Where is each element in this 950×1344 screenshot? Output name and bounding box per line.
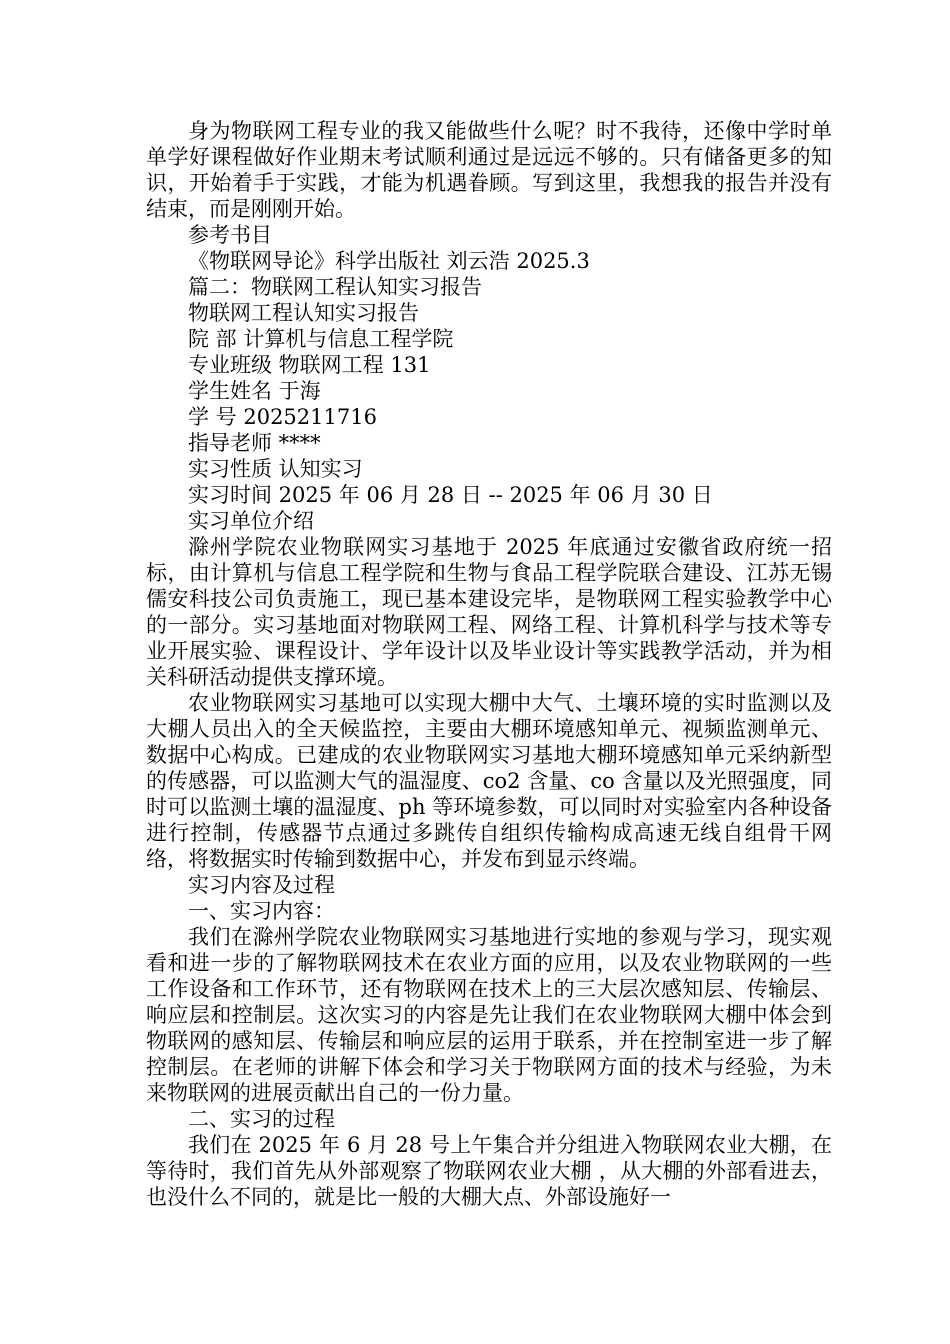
section-two-heading: 二、实习的过程 (188, 1107, 335, 1131)
major-class-field: 专业班级 物联网工程 131 (188, 353, 431, 377)
internship-nature-field: 实习性质 认知实习 (188, 457, 363, 481)
report-title: 物联网工程认知实习报告 (188, 301, 419, 325)
references-heading: 参考书目 (188, 223, 272, 247)
paragraph-process: 我们在 2025 年 6 月 28 号上午集合并分组进入物联网农业大棚，在等待时，我们首先从外部观察了物联网农业大棚 ，从大棚的外部看进去，也没什么不同的，就是比一般的大棚大点、外部设施好一 (146, 1133, 832, 1209)
advisor-field: 指导老师 **** (188, 431, 321, 455)
part-two-heading: 篇二：物联网工程认知实习报告 (188, 275, 482, 299)
paragraph-intro: 身为物联网工程专业的我又能做些什么呢？时不我待，还像中学时单单学好课程做好作业期末考试顺利通过是远远不够的。只有储备更多的知识，开始着手于实践，才能为机遇眷顾。写到这里，我想我的报告并没有结束，而是刚刚开始。 (146, 119, 832, 221)
student-id-field: 学 号 2025211716 (188, 405, 377, 429)
reference-entry: 《物联网导论》科学出版社 刘云浩 2025.3 (188, 249, 590, 273)
internship-time-field: 实习时间 2025 年 06 月 28 日 -- 2025 年 06 月 30 日 (188, 483, 713, 507)
section-one-heading: 一、实习内容： (188, 899, 335, 923)
content-process-heading: 实习内容及过程 (188, 873, 335, 897)
paragraph-unit-1: 滁州学院农业物联网实习基地于 2025 年底通过安徽省政府统一招标，由计算机与信息工程学院和生物与食品工程学院联合建设、江苏无锡儒安科技公司负责施工，现已基本建设完毕，是物联网工程实验教学中心的一部分。实习基地面对物联网工程、网络工程、计算机科学与技术等专业开展实验、课程设计、学年设计以及毕业设计等实践教学活动，并为相关科研活动提供支撑环境。 (146, 535, 832, 689)
department-field: 院 部 计算机与信息工程学院 (188, 327, 454, 351)
paragraph-content: 我们在滁州学院农业物联网实习基地进行实地的参观与学习，现实观看和进一步的了解物联网技术在农业方面的应用，以及农业物联网的一些工作设备和工作环节，还有物联网在技术上的三大层次感知层、传输层、响应层和控制层。这次实习的内容是先让我们在农业物联网大棚中体会到物联网的感知层、传输层和响应层的运用于联系，并在控制室进一步了解控制层。在老师的讲解下体会和学习关于物联网方面的技术与经验，为未来物联网的进展贡献出自己的一份力量。 (146, 925, 832, 1105)
student-name-field: 学生姓名 于海 (188, 379, 321, 403)
document-body (146, 118, 832, 1210)
unit-intro-heading: 实习单位介绍 (188, 509, 314, 533)
paragraph-unit-2: 农业物联网实习基地可以实现大棚中大气、土壤环境的实时监测以及大棚人员出入的全天候监控，主要由大棚环境感知单元、视频监测单元、数据中心构成。已建成的农业物联网实习基地大棚环境感知单元采纳新型的传感器，可以监测大气的温湿度、co2 含量、co 含量以及光照强度，同时可以监测土壤的温湿度、ph 等环境参数，可以同时对实验室内各种设备进行控制，传感器节点通过多跳传自组织传输构成高速无线自组骨干网络，将数据实时传输到数据中心，并发布到显示终端。 (146, 691, 832, 871)
